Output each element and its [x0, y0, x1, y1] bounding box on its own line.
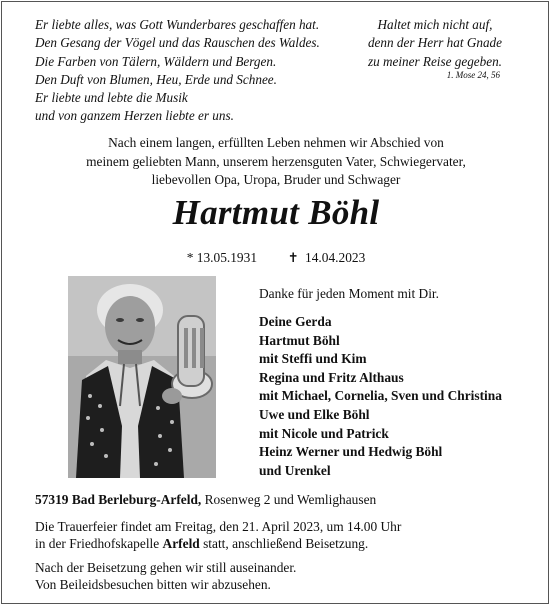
intro-line: liebevollen Opa, Uropa, Bruder und Schwager — [151, 172, 401, 187]
cross-icon: ✝ — [287, 250, 299, 265]
intro-line: Nach einem langen, erfüllten Leben nehmen wir Abschied von — [108, 135, 444, 150]
funeral-location: Arfeld — [162, 535, 200, 551]
verse-line: Haltet mich nicht auf, — [377, 17, 493, 32]
funeral-line-2: in der Friedhofskapelle Arfeld statt, anschließend Beisetzung. — [35, 535, 369, 551]
funeral-line-1: Die Trauerfeier findet am Freitag, den 21. April 2023, um 14.00 Uhr — [35, 519, 402, 534]
death-date: 14.04.2023 — [305, 250, 366, 265]
mourner-line: mit Michael, Cornelia, Sven und Christina — [259, 388, 502, 404]
portrait-illustration — [68, 276, 216, 478]
closing-line: Nach der Beisetzung gehen wir still auseinander. — [35, 560, 297, 575]
poem-line: Den Duft von Blumen, Heu, Erde und Schnee. — [35, 71, 277, 87]
bible-verse — [368, 16, 502, 81]
thanks-line: Danke für jeden Moment mit Dir. — [259, 286, 439, 301]
intro-line: meinem geliebten Mann, unserem herzensguten Vater, Schwiegervater, — [86, 153, 466, 169]
mourners-list — [259, 313, 502, 480]
poem-line: Er liebte alles, was Gott Wunderbares geschaffen hat. — [35, 17, 320, 32]
funeral-info — [35, 519, 401, 553]
portrait-photo — [68, 276, 216, 478]
closing-line: Von Beileidsbesuchen bitten wir abzusehen. — [35, 576, 271, 592]
mourner-line: Deine Gerda — [259, 314, 332, 329]
address-line — [35, 491, 376, 509]
mourner-line: Regina und Fritz Althaus — [259, 369, 404, 385]
mourner-line: und Urenkel — [259, 462, 331, 478]
obituary-notice — [1, 1, 549, 604]
address-place: 57319 Bad Berleburg-Arfeld, — [35, 492, 202, 507]
verse-line: denn der Herr hat Gnade — [367, 35, 502, 51]
mourner-line: Uwe und Elke Böhl — [259, 406, 370, 422]
life-dates — [2, 249, 550, 267]
poem-line: und von ganzem Herzen liebte er uns. — [35, 108, 234, 124]
poem-line: Er liebte und lebte die Musik — [35, 90, 188, 106]
verse-line: zu meiner Reise gegeben. — [367, 53, 502, 69]
mourner-line: Hartmut Böhl — [259, 332, 340, 348]
mourner-line: Heinz Werner und Hedwig Böhl — [259, 444, 443, 460]
closing-text — [35, 560, 296, 594]
verse-reference: 1. Mose 24, 56 — [446, 69, 500, 80]
address-street: Rosenweg 2 und Wemlighausen — [201, 492, 377, 507]
poem-line: Die Farben von Tälern, Wäldern und Bergen. — [35, 53, 277, 69]
deceased-name: Hartmut Böhl — [172, 193, 380, 232]
birth-date: * 13.05.1931 — [186, 250, 258, 265]
mourner-line: mit Nicole und Patrick — [259, 425, 389, 441]
poem — [35, 16, 320, 126]
intro-text — [2, 134, 550, 190]
poem-line: Den Gesang der Vögel und das Rauschen des Waldes. — [35, 35, 320, 51]
mourner-line: mit Steffi und Kim — [259, 351, 367, 367]
